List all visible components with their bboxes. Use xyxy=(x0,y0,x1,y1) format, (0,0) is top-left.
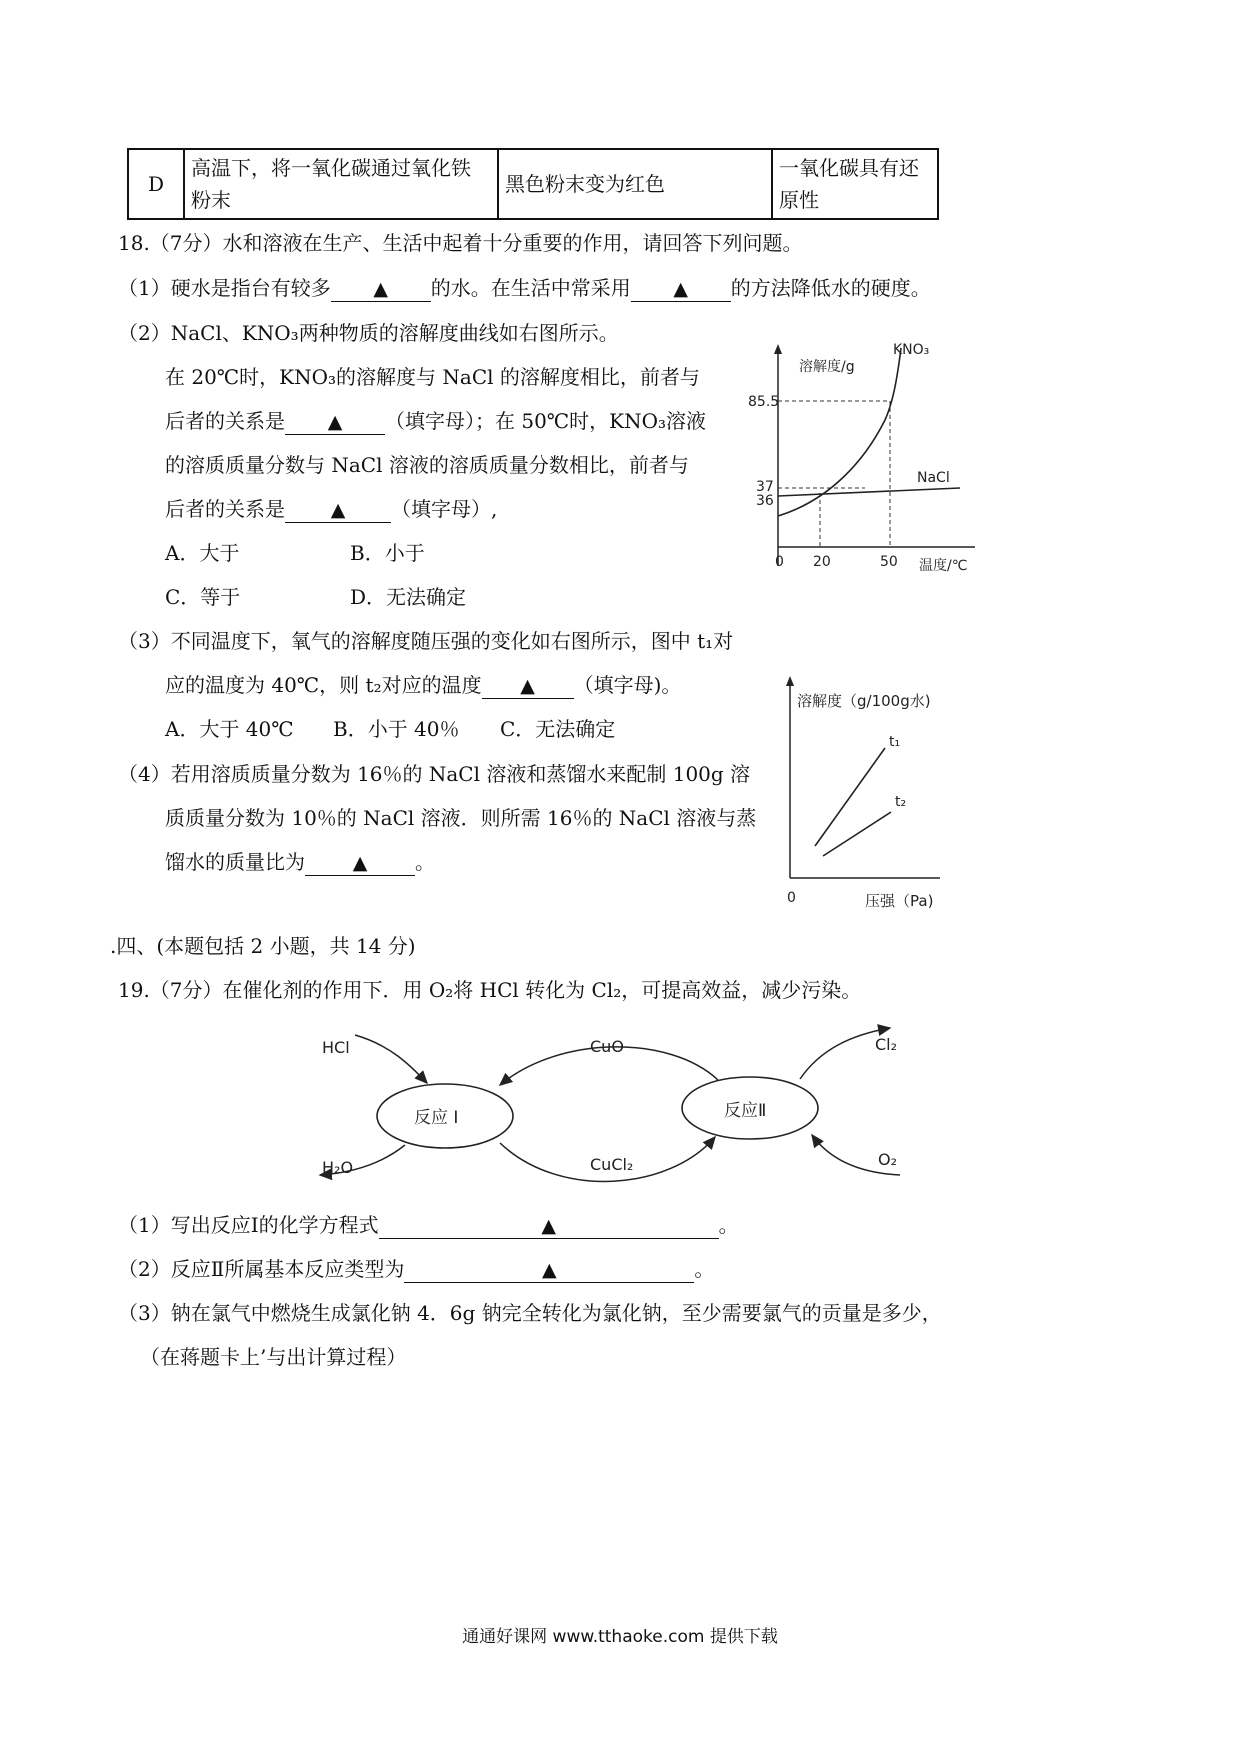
q18-p4-l3 xyxy=(165,847,435,877)
row-conclusion xyxy=(772,149,938,219)
q18-p3-l2b: （填字母)。 xyxy=(573,673,682,697)
answer-blank[interactable] xyxy=(482,673,574,699)
q19-part3: （3）钠在氯气中燃烧生成氯化钠 4．6g 钠完全转化为氯化钠，至少需要氯气的贡量是多少， xyxy=(118,1301,942,1325)
triangle-icon: ▲ xyxy=(673,278,689,300)
q19-part2 xyxy=(118,1254,714,1284)
q18-p3-opt-a: A．大于 40℃ xyxy=(165,717,294,741)
option-c: C．等于 xyxy=(165,585,241,609)
section-four-heading: .四、(本题包括 2 小题，共 14 分) xyxy=(110,934,416,958)
nacl-curve xyxy=(778,488,960,496)
row-phenomenon: 黑色粉末变为红色 xyxy=(498,149,772,219)
q18-p2-l4a: 后者的关系是 xyxy=(165,497,285,521)
reaction1-label: 反应 Ⅰ xyxy=(414,1108,459,1128)
q18-p3-opt-b: B．小于 40％ xyxy=(333,717,460,741)
option-b: B．小于 xyxy=(350,541,425,565)
q18-p3-l2 xyxy=(165,670,681,700)
origin-label: 0 xyxy=(787,890,796,906)
q18-p2-l3: 的溶质质量分数与 NaCl 溶液的溶质质量分数相比，前者与 xyxy=(165,453,689,477)
triangle-icon: ▲ xyxy=(541,1215,556,1237)
q18-p2-l4b: （填字母）, xyxy=(391,497,498,521)
o2-label: O₂ xyxy=(878,1150,898,1169)
row-operation-line1: 高温下，将一氧化碳通过氧化铁 xyxy=(191,156,471,180)
answer-blank[interactable] xyxy=(404,1257,694,1283)
cuo-label: CuO xyxy=(590,1037,624,1056)
q18-stem: 18.（7分）水和溶液在生产、生活中起着十分重要的作用，请回答下列问题。 xyxy=(118,231,803,255)
option-d: D．无法确定 xyxy=(350,585,467,609)
answer-blank[interactable] xyxy=(285,409,385,435)
q18-p1-b: 的水。在生活中常采用 xyxy=(430,276,631,300)
q18-p1-a: （1）硬水是指台有较多 xyxy=(118,276,331,300)
q18-p4-l2: 质质量分数为 10％的 NaCl 溶液．则所需 16％的 NaCl 溶液与蒸 xyxy=(165,806,757,830)
hcl-arrow xyxy=(355,1035,427,1083)
triangle-icon: ▲ xyxy=(373,278,389,300)
reaction2-label: 反应Ⅱ xyxy=(724,1101,767,1121)
q18-p3-opt-c: C．无法确定 xyxy=(500,717,616,741)
x-axis-label: 压强（Pa) xyxy=(865,892,934,910)
q18-p2-l4 xyxy=(165,494,497,524)
answer-table xyxy=(127,148,939,220)
row-conclusion-line2: 原性 xyxy=(779,188,819,212)
triangle-icon: ▲ xyxy=(542,1259,557,1281)
y-tick-85: 85.5 xyxy=(748,394,780,410)
triangle-icon: ▲ xyxy=(352,852,368,874)
answer-blank[interactable] xyxy=(631,276,731,302)
q18-p2-l2b: （填字母）；在 50℃时，KNO₃溶液 xyxy=(385,409,707,433)
option-a: A．大于 xyxy=(165,541,240,565)
q19-stem: 19.（7分）在催化剂的作用下．用 O₂将 HCl 转化为 Cl₂，可提高效益，减少污染。 xyxy=(118,978,862,1002)
h2o-label: H₂O xyxy=(322,1158,354,1177)
triangle-icon: ▲ xyxy=(327,411,343,433)
q19-part1 xyxy=(118,1210,739,1240)
q18-p3-l2a: 应的温度为 40℃，则 t₂对应的温度 xyxy=(165,673,482,697)
series-label-t2: t₂ xyxy=(895,794,907,810)
q18-part1 xyxy=(118,273,931,303)
q19-p1-text: （1）写出反应Ⅰ的化学方程式 xyxy=(118,1213,379,1237)
series-label-kno3: KNO₃ xyxy=(893,342,930,358)
series-label-nacl: NaCl xyxy=(917,470,950,486)
reaction-cycle-diagram xyxy=(300,1015,940,1195)
hcl-label: HCl xyxy=(322,1038,350,1057)
y-axis-arrow xyxy=(774,344,782,354)
t2-line xyxy=(823,812,891,856)
q18-p2-l2 xyxy=(165,406,706,436)
page-footer: 通通好课网 www.tthaoke.com 提供下载 xyxy=(462,1627,778,1647)
x-axis-label: 温度/℃ xyxy=(919,558,968,574)
q18-p4-l3a: 馏水的质量比为 xyxy=(165,850,305,874)
answer-blank[interactable] xyxy=(331,276,431,302)
row-operation xyxy=(184,149,498,219)
answer-blank[interactable] xyxy=(285,497,391,523)
q18-p4-l1: （4）若用溶质质量分数为 16％的 NaCl 溶液和蒸馏水来配制 100g 溶 xyxy=(118,762,751,786)
row-conclusion-line1: 一氧化碳具有还 xyxy=(779,156,919,180)
triangle-icon: ▲ xyxy=(330,499,346,521)
t1-line xyxy=(815,748,885,846)
solubility-curve-figure xyxy=(735,340,985,580)
q18-p2-stem: （2）NaCl、KNO₃两种物质的溶解度曲线如右图所示。 xyxy=(118,321,619,345)
x-tick-50: 50 xyxy=(880,554,898,570)
q18-p3-l1: （3）不同温度下，氧气的溶解度随压强的变化如右图所示，图中 t₁对 xyxy=(118,629,734,653)
series-label-t1: t₁ xyxy=(889,734,901,750)
cucl2-label: CuCl₂ xyxy=(590,1155,634,1174)
q18-p2-l2a: 后者的关系是 xyxy=(165,409,285,433)
answer-blank[interactable] xyxy=(305,850,415,876)
row-label: D xyxy=(128,149,184,219)
y-axis-label: 溶解度（g/100g水) xyxy=(797,692,931,710)
triangle-icon: ▲ xyxy=(520,675,535,697)
x-tick-20: 20 xyxy=(813,554,831,570)
q19-part3-note: （在蒋题卡上’与出计算过程） xyxy=(140,1345,407,1369)
q19-p1-end: 。 xyxy=(718,1213,739,1237)
y-tick-36: 36 xyxy=(756,493,774,509)
q18-p1-c: 的方法降低水的硬度。 xyxy=(730,276,931,300)
x-tick-0: 0 xyxy=(775,554,784,570)
q18-p2-l1: 在 20℃时，KNO₃的溶解度与 NaCl 的溶解度相比，前者与 xyxy=(165,365,700,389)
y-axis-label: 溶解度/g xyxy=(799,359,855,375)
y-tick-37: 37 xyxy=(756,479,774,495)
q19-p2-end: 。 xyxy=(694,1257,715,1281)
q19-p2-text: （2）反应Ⅱ所属基本反应类型为 xyxy=(118,1257,405,1281)
cl2-label: Cl₂ xyxy=(875,1035,898,1054)
oxygen-solubility-figure xyxy=(775,670,975,910)
table-row xyxy=(128,149,938,219)
q18-p4-l3b: 。 xyxy=(415,850,435,874)
answer-blank[interactable] xyxy=(379,1213,719,1239)
row-operation-line2: 粉末 xyxy=(191,188,231,212)
y-axis-arrow xyxy=(786,676,794,686)
